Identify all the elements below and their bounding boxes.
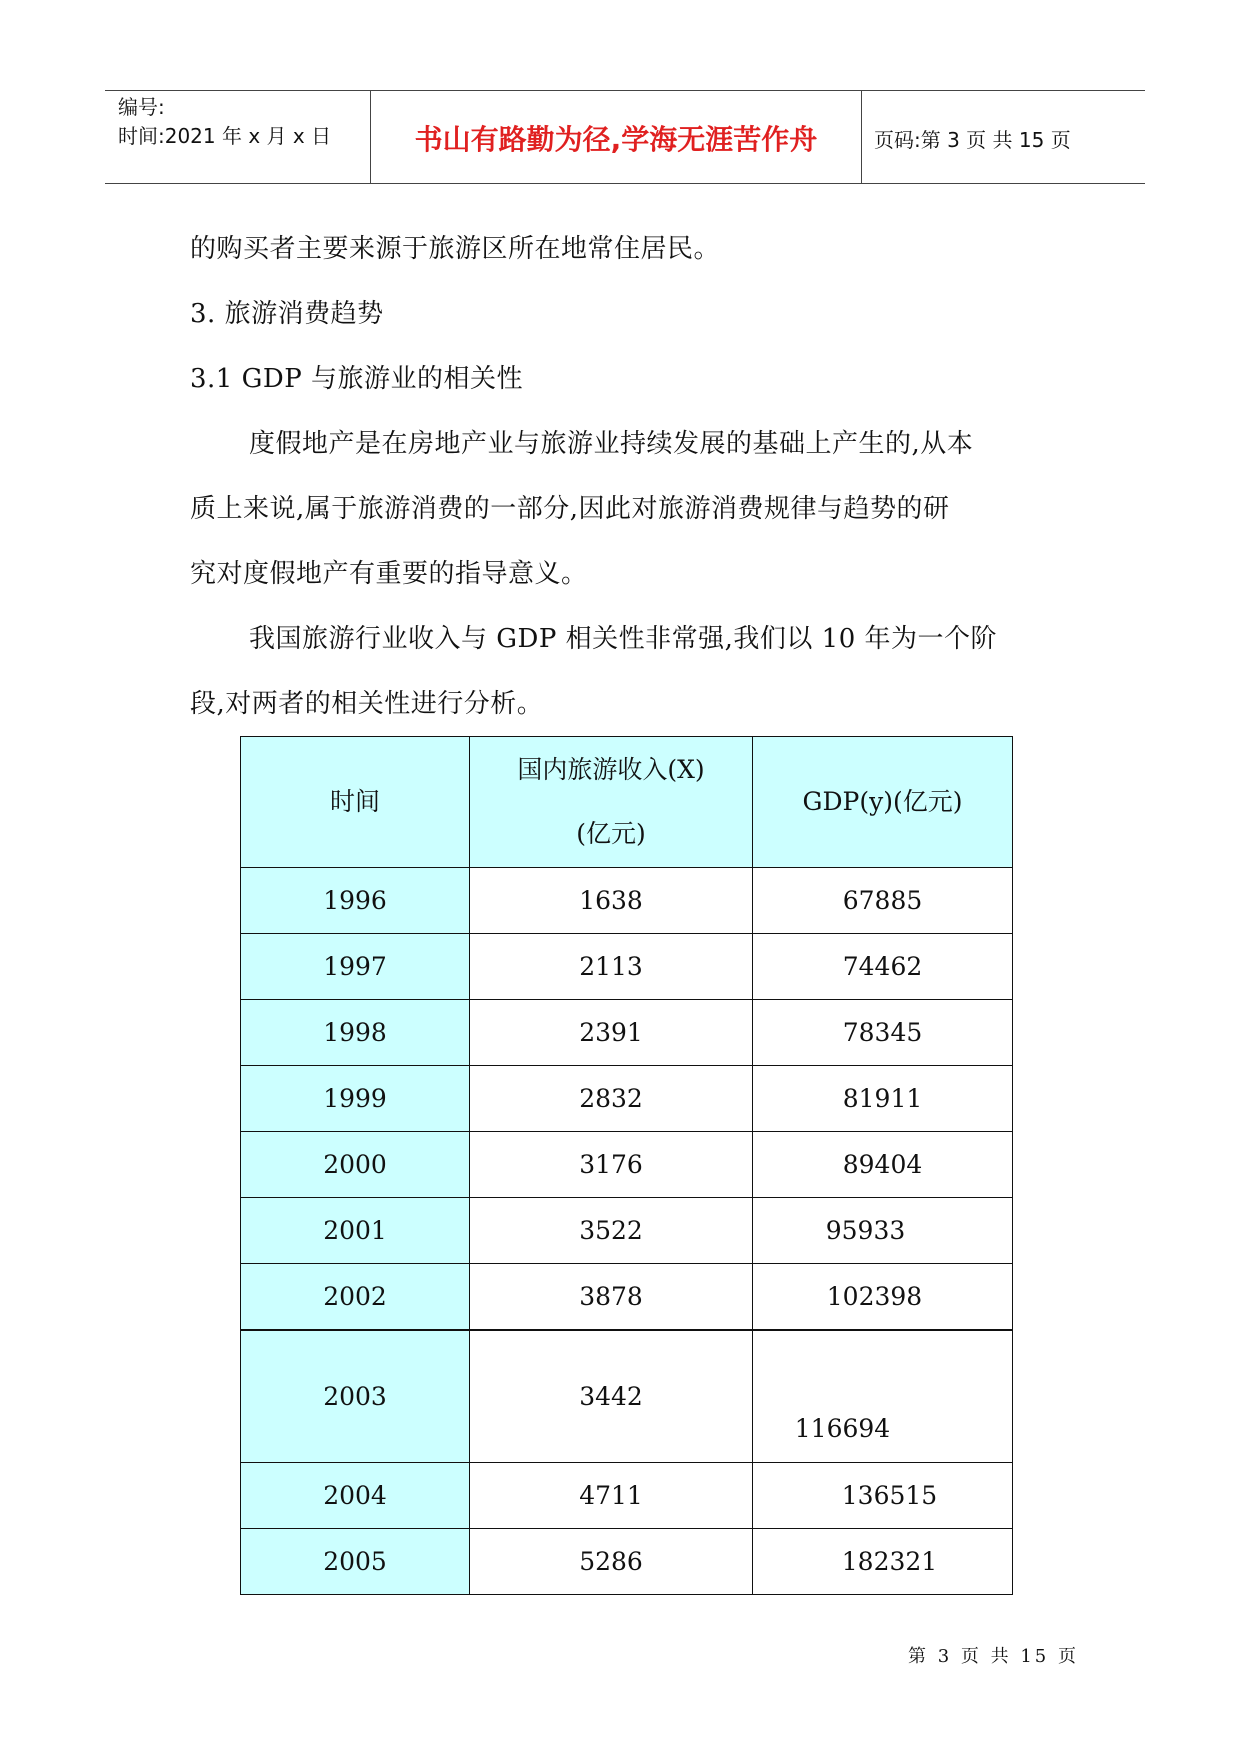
cell-year: 2004	[241, 1463, 470, 1529]
paragraph-1-line-2: 质上来说,属于旅游消费的一部分,因此对旅游消费规律与趋势的研	[190, 494, 950, 524]
cell-year: 2000	[241, 1132, 470, 1198]
paragraph-1-line-1: 度假地产是在房地产业与旅游业持续发展的基础上产生的,从本	[249, 429, 974, 459]
header-divider-right	[861, 90, 862, 183]
table-row	[241, 1264, 1013, 1331]
cell-income: 1638	[470, 868, 753, 934]
tourism-gdp-table	[240, 736, 1013, 1595]
cell-income: 2113	[470, 934, 753, 1000]
cell-year: 2003	[241, 1330, 470, 1463]
cell-income: 4711	[470, 1463, 753, 1529]
table-row	[241, 934, 1013, 1000]
col-header-time: 时间	[241, 737, 470, 868]
col-header-income: 国内旅游收入(X) (亿元)	[470, 737, 753, 868]
cell-year: 1999	[241, 1066, 470, 1132]
cell-income: 3522	[470, 1198, 753, 1264]
page-footer: 第 3 页 共 15 页	[908, 1646, 1079, 1667]
cell-income: 3878	[470, 1264, 753, 1331]
table-row	[241, 1198, 1013, 1264]
table-row	[241, 1330, 1013, 1463]
header-page-label: 页码:第 3 页 共 15 页	[874, 128, 1071, 152]
cell-income: 3176	[470, 1132, 753, 1198]
cell-gdp: 74462	[753, 934, 1013, 1000]
header-number-label: 编号:	[118, 95, 165, 119]
section-heading-3: 3. 旅游消费趋势	[190, 299, 384, 329]
paragraph-1-line-3: 究对度假地产有重要的指导意义。	[190, 559, 588, 589]
col-header-gdp: GDP(y)(亿元)	[753, 737, 1013, 868]
paragraph-2-line-1: 我国旅游行业收入与 GDP 相关性非常强,我们以 10 年为一个阶	[249, 624, 998, 654]
cell-year: 1997	[241, 934, 470, 1000]
body-line-1: 的购买者主要来源于旅游区所在地常住居民。	[190, 234, 721, 264]
table-row	[241, 1132, 1013, 1198]
cell-gdp: 182321	[753, 1529, 1013, 1595]
table-row	[241, 1529, 1013, 1595]
table-row	[241, 868, 1013, 934]
table-row	[241, 1066, 1013, 1132]
cell-income: 2832	[470, 1066, 753, 1132]
header-motto: 书山有路勤为径,学海无涯苦作舟	[414, 123, 818, 156]
table-row	[241, 1000, 1013, 1066]
section-heading-3-1: 3.1 GDP 与旅游业的相关性	[190, 364, 523, 394]
cell-income: 5286	[470, 1529, 753, 1595]
cell-gdp: 116694	[753, 1330, 1013, 1463]
cell-gdp: 102398	[753, 1264, 1013, 1331]
header-meta	[118, 93, 331, 151]
cell-gdp: 95933	[753, 1198, 1013, 1264]
cell-gdp: 136515	[753, 1463, 1013, 1529]
cell-income: 3442	[470, 1330, 753, 1463]
table-header-row	[241, 737, 1013, 868]
header-time-label: 时间:2021 年 x 月 x 日	[118, 124, 332, 148]
cell-year: 2001	[241, 1198, 470, 1264]
cell-year: 2005	[241, 1529, 470, 1595]
cell-year: 1996	[241, 868, 470, 934]
table-row	[241, 1463, 1013, 1529]
header-top-rule	[105, 90, 1145, 91]
cell-gdp: 81911	[753, 1066, 1013, 1132]
header-bottom-rule	[105, 183, 1145, 184]
cell-income: 2391	[470, 1000, 753, 1066]
paragraph-2-line-2: 段,对两者的相关性进行分析。	[190, 689, 544, 719]
cell-gdp: 78345	[753, 1000, 1013, 1066]
cell-gdp: 89404	[753, 1132, 1013, 1198]
cell-gdp: 67885	[753, 868, 1013, 934]
header-divider-left	[370, 90, 371, 183]
cell-year: 2002	[241, 1264, 470, 1331]
cell-year: 1998	[241, 1000, 470, 1066]
